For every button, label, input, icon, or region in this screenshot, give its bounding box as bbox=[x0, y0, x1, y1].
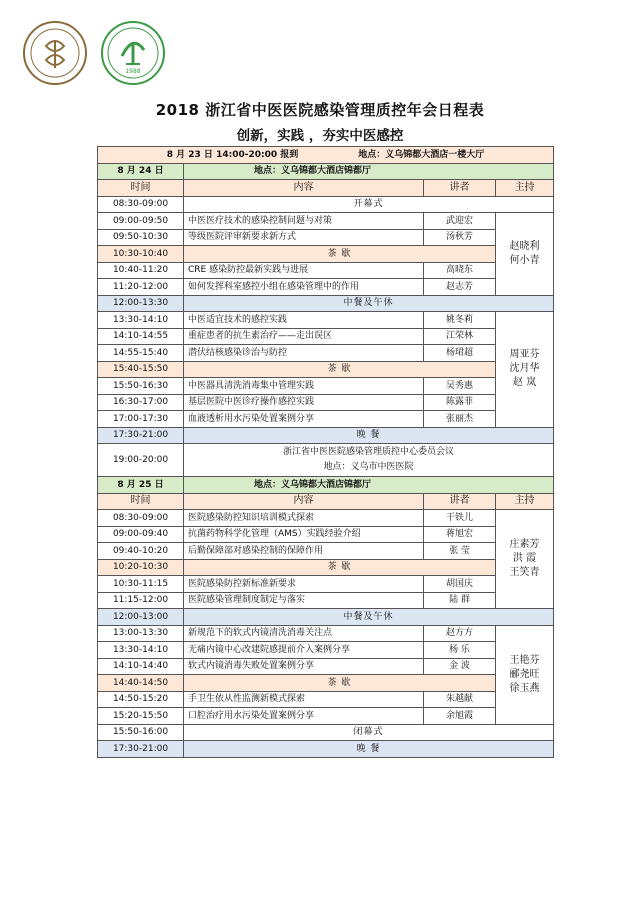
session-speaker: 姚冬莉 bbox=[424, 312, 496, 329]
session-speaker: 余旭霞 bbox=[424, 708, 496, 725]
table-row bbox=[98, 196, 554, 213]
session-content: 医院感染防控知识培训模式探索 bbox=[184, 510, 424, 527]
host-name: 何小青 bbox=[509, 254, 540, 266]
table-row bbox=[98, 708, 554, 725]
col-header-host: 主持 bbox=[496, 180, 554, 197]
table-row bbox=[98, 361, 554, 378]
session-content: 晚 餐 bbox=[184, 427, 554, 444]
checkin-row bbox=[98, 147, 554, 164]
table-row bbox=[98, 246, 554, 263]
session-content: 开幕式 bbox=[184, 196, 554, 213]
session-speaker: 蒋旭宏 bbox=[424, 526, 496, 543]
session-time: 13:30-14:10 bbox=[98, 642, 184, 659]
session-time: 11:20-12:00 bbox=[98, 279, 184, 296]
association-logo-year: 1988 bbox=[125, 68, 141, 75]
session-content: 医院感染管理制度制定与落实 bbox=[184, 592, 424, 609]
day2-column-header-row bbox=[98, 493, 554, 510]
session-time: 13:30-14:10 bbox=[98, 312, 184, 329]
session-speaker: 赵方方 bbox=[424, 625, 496, 642]
session-time: 14:10-14:55 bbox=[98, 328, 184, 345]
session-content: 口腔治疗用水污染处置案例分享 bbox=[184, 708, 424, 725]
session-content: CRE 感染防控最新实践与进展 bbox=[184, 262, 424, 279]
session-speaker: 陈露菲 bbox=[424, 394, 496, 411]
day1-host-cell bbox=[496, 213, 554, 296]
day1-place: 地点：义乌锦都大酒店锦都厅 bbox=[184, 163, 554, 180]
table-row bbox=[98, 394, 554, 411]
table-row bbox=[98, 741, 554, 758]
host-name: 赵晓利 bbox=[509, 240, 540, 252]
session-time: 10:30-11:15 bbox=[98, 576, 184, 593]
session-time: 15:40-15:50 bbox=[98, 361, 184, 378]
session-content: 血液透析用水污染处置案例分享 bbox=[184, 411, 424, 428]
col-header-speaker: 讲者 bbox=[424, 493, 496, 510]
day2-host-cell bbox=[496, 510, 554, 609]
meeting-info bbox=[184, 444, 554, 477]
session-time: 17:30-21:00 bbox=[98, 741, 184, 758]
host-name: 徐玉燕 bbox=[509, 682, 540, 694]
table-row bbox=[98, 724, 554, 741]
page-subtitle: 创新，实践 ，夯实中医感控 bbox=[236, 128, 404, 144]
session-content: 闭幕式 bbox=[184, 724, 554, 741]
association-logo bbox=[100, 20, 166, 86]
session-content: 重症患者的抗生素治疗——走出误区 bbox=[184, 328, 424, 345]
schedule-table bbox=[97, 146, 554, 758]
day2-date: 8 月 25 日 bbox=[98, 477, 184, 494]
session-speaker: 朱越献 bbox=[424, 691, 496, 708]
session-content: 茶 歇 bbox=[184, 246, 496, 263]
table-row bbox=[98, 229, 554, 246]
meeting-title: 浙江省中医医院感染管理质控中心委员会议 bbox=[283, 447, 455, 457]
table-row bbox=[98, 526, 554, 543]
session-speaker: 江荣林 bbox=[424, 328, 496, 345]
session-time: 12:00-13:00 bbox=[98, 609, 184, 626]
session-content: 基层医院中医诊疗操作感控实践 bbox=[184, 394, 424, 411]
col-header-content: 内容 bbox=[184, 180, 424, 197]
checkin-cell bbox=[98, 147, 554, 164]
host-name: 赵 岚 bbox=[512, 377, 537, 389]
session-content: 中医适宜技术的感控实践 bbox=[184, 312, 424, 329]
table-row bbox=[98, 510, 554, 527]
table-row bbox=[98, 328, 554, 345]
session-time: 14:40-14:50 bbox=[98, 675, 184, 692]
table-row bbox=[98, 543, 554, 560]
session-content: 软式内镜消毒失败处置案例分享 bbox=[184, 658, 424, 675]
day1-host-cell bbox=[496, 312, 554, 428]
session-content: 中医器具清洗消毒集中管理实践 bbox=[184, 378, 424, 395]
session-speaker: 杨珺超 bbox=[424, 345, 496, 362]
session-content: 中餐及午休 bbox=[184, 609, 554, 626]
host-name: 王艳芬 bbox=[509, 654, 540, 666]
table-row bbox=[98, 559, 554, 576]
host-name: 郦尧旺 bbox=[509, 668, 540, 680]
session-speaker: 金 波 bbox=[424, 658, 496, 675]
table-row bbox=[98, 213, 554, 230]
session-content: 茶 歇 bbox=[184, 361, 496, 378]
day1-header-row bbox=[98, 163, 554, 180]
session-time: 15:50-16:30 bbox=[98, 378, 184, 395]
session-content: 潜伏结核感染诊治与防控 bbox=[184, 345, 424, 362]
session-content: 等级医院评审新要求新方式 bbox=[184, 229, 424, 246]
session-time: 09:00-09:50 bbox=[98, 213, 184, 230]
meeting-place: 地点：义乌市中医医院 bbox=[323, 462, 414, 472]
table-row bbox=[98, 345, 554, 362]
host-name: 洪 霞 bbox=[512, 553, 537, 564]
session-time: 08:30-09:00 bbox=[98, 196, 184, 213]
table-row bbox=[98, 262, 554, 279]
checkin-place: 地点：义乌锦都大酒店一楼大厅 bbox=[358, 149, 485, 160]
session-time: 10:20-10:30 bbox=[98, 559, 184, 576]
session-content: 抗菌药物科学化管理（AMS）实践经验介绍 bbox=[184, 526, 424, 543]
session-speaker: 高晓东 bbox=[424, 262, 496, 279]
session-content: 中医医疗技术的感染控制问题与对策 bbox=[184, 213, 424, 230]
session-speaker: 张 莹 bbox=[424, 543, 496, 560]
session-speaker: 汤秋芳 bbox=[424, 229, 496, 246]
session-time: 11:15-12:00 bbox=[98, 592, 184, 609]
committee-meeting-row bbox=[98, 444, 554, 477]
hospital-seal-logo bbox=[22, 20, 88, 86]
session-content: 医院感染防控新标准新要求 bbox=[184, 576, 424, 593]
session-time: 16:30-17:00 bbox=[98, 394, 184, 411]
session-time: 10:40-11:20 bbox=[98, 262, 184, 279]
session-time: 09:50-10:30 bbox=[98, 229, 184, 246]
table-row bbox=[98, 642, 554, 659]
host-name: 王笑青 bbox=[509, 567, 540, 578]
col-header-host: 主持 bbox=[496, 493, 554, 510]
table-row bbox=[98, 609, 554, 626]
session-speaker: 吴秀惠 bbox=[424, 378, 496, 395]
session-time: 15:20-15:50 bbox=[98, 708, 184, 725]
col-header-content: 内容 bbox=[184, 493, 424, 510]
session-time: 09:40-10:20 bbox=[98, 543, 184, 560]
session-content: 如何发挥科室感控小组在感染管理中的作用 bbox=[184, 279, 424, 296]
session-time: 10:30-10:40 bbox=[98, 246, 184, 263]
session-time: 08:30-09:00 bbox=[98, 510, 184, 527]
session-time: 14:50-15:20 bbox=[98, 691, 184, 708]
day1-column-header-row bbox=[98, 180, 554, 197]
day1-date: 8 月 24 日 bbox=[98, 163, 184, 180]
session-content: 晚 餐 bbox=[184, 741, 554, 758]
session-speaker: 胡国庆 bbox=[424, 576, 496, 593]
session-time: 13:00-13:30 bbox=[98, 625, 184, 642]
table-row bbox=[98, 312, 554, 329]
day2-place: 地点：义乌锦都大酒店锦都厅 bbox=[184, 477, 554, 494]
session-time: 17:30-21:00 bbox=[98, 427, 184, 444]
checkin-date: 8 月 23 日 14:00-20:00 报到 bbox=[166, 149, 299, 160]
table-row bbox=[98, 295, 554, 312]
session-content: 后勤保障部对感染控制的保障作用 bbox=[184, 543, 424, 560]
day2-host-cell bbox=[496, 625, 554, 724]
session-speaker: 陆 群 bbox=[424, 592, 496, 609]
col-header-time: 时间 bbox=[98, 493, 184, 510]
table-row bbox=[98, 675, 554, 692]
session-content: 手卫生依从性监测新模式探索 bbox=[184, 691, 424, 708]
col-header-speaker: 讲者 bbox=[424, 180, 496, 197]
table-row bbox=[98, 592, 554, 609]
host-name: 周亚芬 bbox=[509, 349, 540, 361]
session-content: 茶 歇 bbox=[184, 559, 496, 576]
session-speaker: 干铁儿 bbox=[424, 510, 496, 527]
table-row bbox=[98, 625, 554, 642]
host-name: 沈月华 bbox=[509, 363, 540, 375]
page-title: 2018 浙江省中医医院感染管理质控年会日程表 bbox=[155, 101, 485, 119]
session-time: 19:00-20:00 bbox=[98, 444, 184, 477]
session-time: 14:55-15:40 bbox=[98, 345, 184, 362]
session-content: 新规范下的软式内镜清洗消毒关注点 bbox=[184, 625, 424, 642]
table-row bbox=[98, 427, 554, 444]
session-speaker: 赵志芳 bbox=[424, 279, 496, 296]
col-header-time: 时间 bbox=[98, 180, 184, 197]
table-row bbox=[98, 411, 554, 428]
table-row bbox=[98, 279, 554, 296]
session-content: 中餐及午休 bbox=[184, 295, 554, 312]
table-row bbox=[98, 691, 554, 708]
day2-header-row bbox=[98, 477, 554, 494]
table-row bbox=[98, 378, 554, 395]
table-row bbox=[98, 576, 554, 593]
session-speaker: 张丽杰 bbox=[424, 411, 496, 428]
session-speaker: 杨 乐 bbox=[424, 642, 496, 659]
session-time: 17:00-17:30 bbox=[98, 411, 184, 428]
session-time: 12:00-13:30 bbox=[98, 295, 184, 312]
session-time: 14:10-14:40 bbox=[98, 658, 184, 675]
session-time: 09:00-09:40 bbox=[98, 526, 184, 543]
session-content: 无痛内镜中心改建院感提前介入案例分享 bbox=[184, 642, 424, 659]
session-time: 15:50-16:00 bbox=[98, 724, 184, 741]
session-speaker: 武迎宏 bbox=[424, 213, 496, 230]
host-name: 庄素芳 bbox=[509, 539, 540, 550]
table-row bbox=[98, 658, 554, 675]
session-content: 茶 歇 bbox=[184, 675, 496, 692]
